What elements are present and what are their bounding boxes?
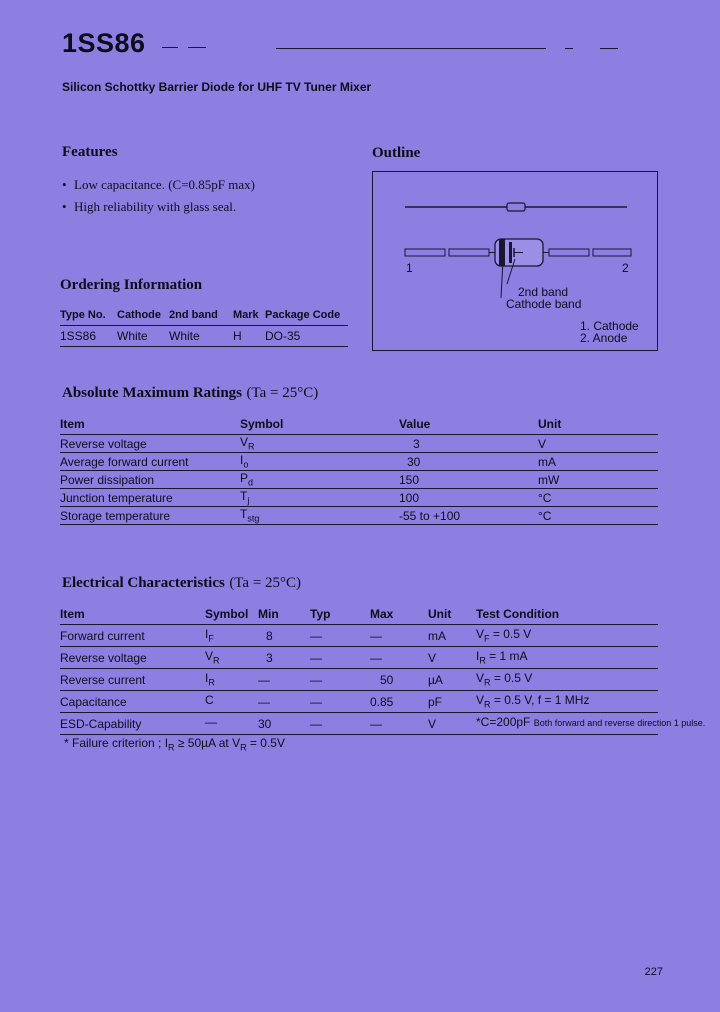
cell: DO-35	[265, 326, 348, 347]
cell: White	[117, 326, 169, 347]
cell: -55 to +100	[399, 507, 538, 525]
feature-item: • Low capacitance. (C=0.85pF max)	[62, 177, 255, 192]
cell: 150	[399, 471, 538, 489]
symbol-cell: $P_d$	[240, 471, 399, 489]
cell: Reverse current	[60, 669, 205, 691]
table-row	[60, 489, 658, 507]
symbol-cell: —	[205, 713, 258, 735]
symbol-cell: $T_{stg}$	[240, 507, 399, 525]
feature-item: • High reliability with glass seal.	[62, 199, 237, 214]
col-header: Value	[399, 413, 538, 435]
cell: H	[233, 326, 265, 347]
cell: mW	[538, 471, 658, 489]
col-header: Cathode	[117, 305, 169, 326]
cell: —	[310, 647, 370, 669]
pin-1-label: 1	[406, 261, 413, 275]
cell: 3	[258, 647, 310, 669]
col-header: Unit	[428, 603, 476, 625]
cell: —	[258, 691, 310, 713]
table-row	[60, 691, 658, 713]
cell: µA	[428, 669, 476, 691]
table-row	[60, 435, 658, 453]
cell: °C	[538, 489, 658, 507]
ordering-heading: Ordering Information	[60, 277, 203, 293]
ec-table	[60, 603, 706, 735]
table-row	[60, 669, 658, 691]
cell: Reverse voltage	[60, 435, 240, 453]
table-row	[60, 453, 658, 471]
col-header: Mark	[233, 305, 265, 326]
cell: V	[428, 647, 476, 669]
symbol-cell: $I_F$	[205, 625, 258, 647]
col-header: Package Code	[265, 305, 348, 326]
cell: Average forward current	[60, 453, 240, 471]
pin-legend-cathode: 1. Cathode	[580, 319, 639, 333]
cell: 3	[399, 435, 538, 453]
cell: —	[310, 669, 370, 691]
cell: 50	[370, 669, 428, 691]
symbol-cell: $V_R$	[205, 647, 258, 669]
table-row	[60, 507, 658, 525]
col-header: Symbol	[205, 603, 258, 625]
cell: 8	[258, 625, 310, 647]
features-heading: Features	[62, 144, 118, 160]
table-row	[60, 647, 658, 669]
cell: pF	[428, 691, 476, 713]
cell: Storage temperature	[60, 507, 240, 525]
cell: White	[169, 326, 233, 347]
cell: Reverse voltage	[60, 647, 205, 669]
cell: 30	[399, 453, 538, 471]
symbol-cell: $T_j$	[240, 489, 399, 507]
col-header: Symbol	[240, 413, 399, 435]
table-row	[60, 713, 658, 735]
condition-cell: $V_R = 0.5$ V, f = 1 MHz	[476, 691, 658, 713]
amr-table	[60, 413, 658, 525]
ec-heading: Electrical Characteristics (Ta = 25°C)	[62, 575, 302, 591]
cathode-band-label: Cathode band	[506, 297, 582, 311]
cell: —	[370, 713, 428, 735]
condition-cell: $I_R = 1$ mA	[476, 647, 658, 669]
cell: 1SS86	[60, 326, 117, 347]
cell: Forward current	[60, 625, 205, 647]
part-number-title: 1SS86	[62, 28, 146, 58]
condition-cell: $V_R = 0.5$ V	[476, 669, 658, 691]
esd-note: Both forward and reverse direction 1 pulse.	[533, 718, 706, 729]
cell: 0.85	[370, 691, 428, 713]
col-header: Typ	[310, 603, 370, 625]
table-row	[60, 625, 658, 647]
page-number: 227	[644, 966, 663, 978]
col-header: Item	[60, 603, 205, 625]
cell: —	[310, 713, 370, 735]
cell: Junction temperature	[60, 489, 240, 507]
col-header: Unit	[538, 413, 658, 435]
cell: V	[428, 713, 476, 735]
cell: 100	[399, 489, 538, 507]
cell: Capacitance	[60, 691, 205, 713]
col-header: 2nd band	[169, 305, 233, 326]
symbol-cell: C	[205, 691, 258, 713]
cell: —	[370, 625, 428, 647]
pin-legend-anode: 2. Anode	[580, 331, 628, 345]
second-band-label: 2nd band	[518, 285, 569, 299]
amr-heading: Absolute Maximum Ratings (Ta = 25°C)	[62, 385, 319, 401]
col-header: Test Condition	[476, 603, 658, 625]
condition-cell: $V_F = 0.5$ V	[476, 625, 658, 647]
symbol-cell: $I_o$	[240, 453, 399, 471]
cell: °C	[538, 507, 658, 525]
table-row	[60, 326, 348, 347]
table-row	[60, 471, 658, 489]
symbol-cell: $I_R$	[205, 669, 258, 691]
cell: —	[370, 647, 428, 669]
cell: Power dissipation	[60, 471, 240, 489]
subtitle: Silicon Schottky Barrier Diode for UHF TV Tuner Mixer	[62, 80, 372, 94]
pin-2-label: 2	[622, 261, 629, 275]
condition-cell: *C=200pF Both forward and reverse direction 1 pulse.	[476, 713, 658, 735]
col-header: Type No.	[60, 305, 117, 326]
symbol-cell: $V_R$	[240, 435, 399, 453]
outline-heading: Outline	[372, 145, 421, 161]
cell: ESD-Capability	[60, 713, 205, 735]
ordering-table	[60, 305, 348, 347]
cell: mA	[428, 625, 476, 647]
col-header: Min	[258, 603, 310, 625]
cell: —	[310, 691, 370, 713]
cell: —	[258, 669, 310, 691]
footnote: * Failure criterion ; $I_R \ge 50\mu A$ at $V_R = 0.5V$	[64, 736, 285, 753]
cell: mA	[538, 453, 658, 471]
cell: V	[538, 435, 658, 453]
col-header: Item	[60, 413, 240, 435]
cell: —	[310, 625, 370, 647]
cell: 30	[258, 713, 310, 735]
col-header: Max	[370, 603, 428, 625]
